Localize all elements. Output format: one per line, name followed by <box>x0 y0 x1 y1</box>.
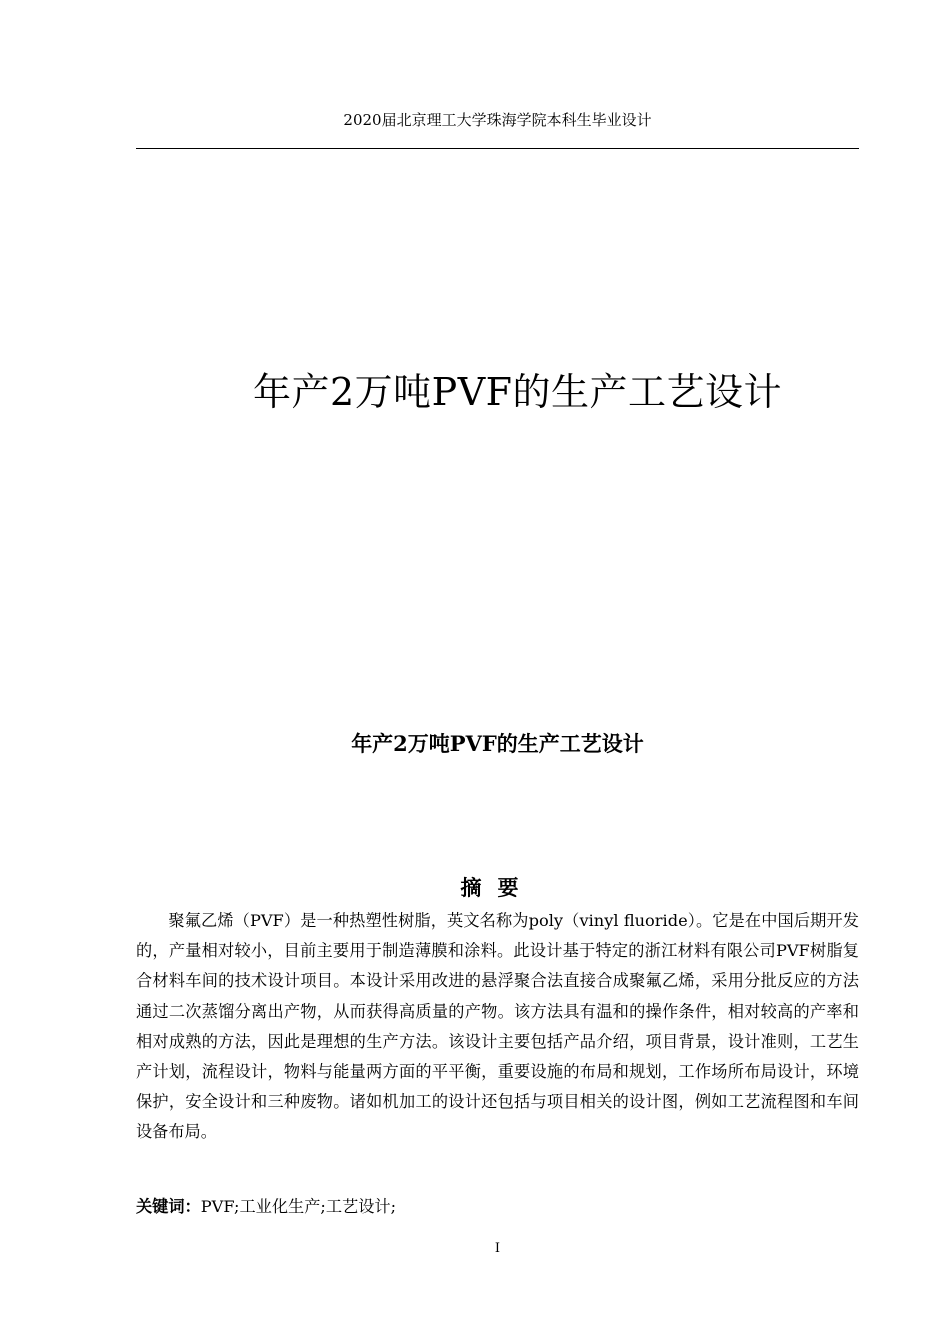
abstract-body: 聚氟乙烯（PVF）是一种热塑性树脂，英文名称为poly（vinyl fluoride）。它是在中国后期开发的，产量相对较小，目前主要用于制造薄膜和涂料。此设计基于特定的浙江材料有限公司PVF树脂复合材料车间的技术设计项目。本设计采用改进的悬浮聚合法直接合成聚氟乙烯，采用分批反应的方法通过二次蒸馏分离出产物，从而获得高质量的产物。该方法具有温和的操作条件，相对较高的产率和相对成熟的方法，因此是理想的生产方法。该设计主要包括产品介绍，项目背景，设计准则，工艺生产计划，流程设计，物料与能量两方面的平平衡，重要设施的布局和规划，工作场所布局设计，环境保护，安全设计和三种废物。诸如机加工的设计还包括与项目相关的设计图，例如工艺流程图和车间设备布局。 <box>136 911 859 1142</box>
abstract-title: 年产2万吨PVF的生产工艺设计 <box>351 731 644 756</box>
page-number: I <box>494 1241 501 1256</box>
keywords-value: PVF;工业化生产;工艺设计; <box>200 1197 397 1216</box>
header-divider <box>136 148 859 149</box>
thesis-title: 年产2万吨PVF的生产工艺设计 <box>252 370 783 414</box>
keywords-label: 关键词： <box>136 1197 201 1216</box>
abstract-heading: 摘要 <box>460 875 535 900</box>
keywords-line <box>136 1192 859 1222</box>
page-header: 2020届北京理工大学珠海学院本科生毕业设计 <box>343 111 652 129</box>
